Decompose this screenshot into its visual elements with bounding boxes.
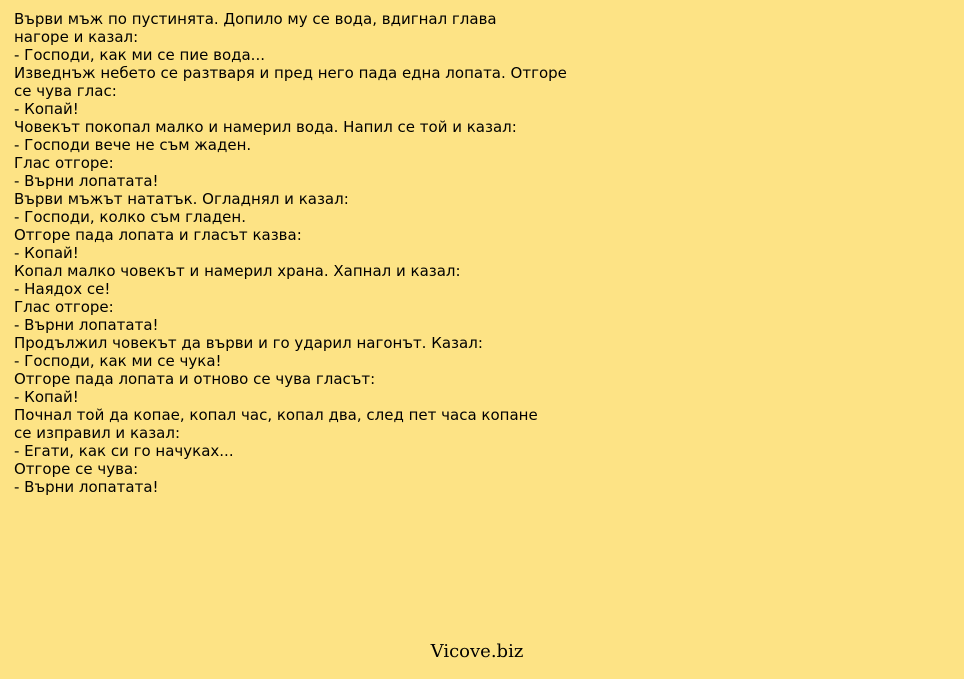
story-line: - Копай! [14, 388, 79, 406]
story-line: Отгоре пада лопата и отново се чува гласът: [14, 370, 376, 388]
story-line: се изправил и казал: [14, 424, 181, 442]
site-watermark: Vicove.biz [430, 641, 524, 662]
story-line: Отгоре се чува: [14, 460, 139, 478]
story-line: Човекът покопал малко и намерил вода. Напил се той и казал: [14, 118, 517, 136]
story-line: - Господи, колко съм гладен. [14, 208, 246, 226]
story-line: Глас отгоре: [14, 298, 114, 316]
story-line: Продължил човекът да върви и го ударил нагонът. Казал: [14, 334, 483, 352]
story-line: - Наядох се! [14, 280, 111, 298]
story-line: Копал малко човекът и намерил храна. Хапнал и казал: [14, 262, 461, 280]
story-line: Изведнъж небето се разтваря и пред него пада една лопата. Отгоре [14, 64, 567, 82]
story-line: - Господи, как ми се чука! [14, 352, 222, 370]
story-line: - Върни лопатата! [14, 316, 159, 334]
story-line: - Господи вече не съм жаден. [14, 136, 252, 154]
story-line: - Егати, как си го начуках... [14, 442, 234, 460]
story-line: нагоре и казал: [14, 28, 139, 46]
story-line: - Върни лопатата! [14, 172, 159, 190]
joke-text [14, 10, 594, 496]
story-line: - Копай! [14, 244, 79, 262]
story-line: - Господи, как ми се пие вода... [14, 46, 265, 64]
story-line: Върви мъж по пустинята. Допило му се вода, вдигнал глава [14, 10, 497, 28]
story-line: се чува глас: [14, 82, 117, 100]
story-line: Почнал той да копае, копал час, копал два, след пет часа копане [14, 406, 538, 424]
story-line: Отгоре пада лопата и гласът казва: [14, 226, 302, 244]
story-line: Върви мъжът нататък. Огладнял и казал: [14, 190, 349, 208]
story-line: - Върни лопатата! [14, 478, 159, 496]
story-line: - Копай! [14, 100, 79, 118]
story-line: Глас отгоре: [14, 154, 114, 172]
